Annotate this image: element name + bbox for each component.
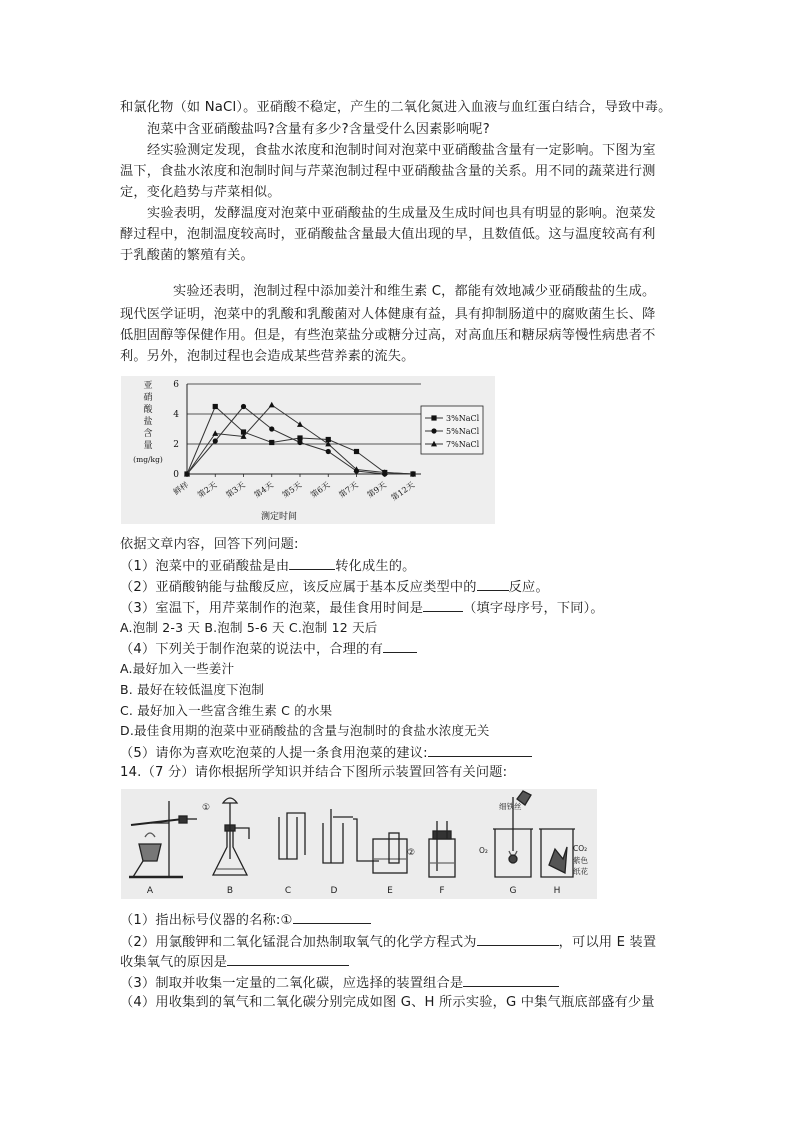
question-text: （填字母序号，下同）。 <box>463 601 604 616</box>
annotation-iron-wire: 细铁丝 <box>499 802 522 811</box>
question-text: （2）亚硝酸钠能与盐酸反应，该反应属于基本反应类型中的 <box>120 580 477 595</box>
q14-part-3 <box>120 973 559 993</box>
apparatus-label: C <box>284 886 292 896</box>
annotation-o2: O₂ <box>479 846 488 855</box>
chart-legend <box>421 406 483 454</box>
answer-blank[interactable] <box>227 952 349 966</box>
data-point <box>269 440 274 445</box>
answer-blank[interactable] <box>293 910 371 924</box>
paragraph-line: 低胆固醇等保健作用。但是，有些泡菜盐分或糖分过高，对高血压和糖尿病等慢性病患者不 <box>120 328 656 343</box>
nitrite-line-chart <box>121 376 495 524</box>
apparatus-label: A <box>146 886 154 896</box>
data-point <box>354 449 359 454</box>
legend-marker <box>431 415 436 420</box>
annotation-co2: CO₂ <box>573 844 588 853</box>
data-point <box>241 404 246 409</box>
paragraph-line: 经实验测定发现，食盐水浓度和泡制时间对泡菜中亚硝酸盐含量有一定影响。下图为室 <box>147 143 656 158</box>
question-3 <box>120 598 604 618</box>
paragraph-line: 和氯化物（如 NaCl）。亚硝酸不稳定，产生的二氧化氮进入血液与血红蛋白结合，导致中毒。 <box>120 100 672 115</box>
ylabel-char: 量 <box>143 441 153 451</box>
annotation-2: ② <box>407 848 416 858</box>
data-point <box>269 402 275 408</box>
annotation-1: ① <box>202 803 211 813</box>
ylabel-char: 含 <box>143 429 153 439</box>
x-tick-label: 第7天 <box>337 480 360 500</box>
apparatus-a <box>129 801 197 877</box>
paragraph-line: 酵过程中，泡制温度较高时，亚硝酸盐含量最大值出现的早，且数值低。这与温度较高有利 <box>120 227 656 242</box>
apparatus-b <box>213 798 249 875</box>
q14-part-2 <box>120 932 656 952</box>
x-tick-label: 第2天 <box>195 480 219 500</box>
x-tick-label: 第9天 <box>365 480 388 500</box>
annotation-paper-2: 纸花 <box>573 867 588 876</box>
apparatus-label: G <box>509 886 517 896</box>
question-text: （1）泡菜中的亚硝酸盐是由 <box>120 559 290 574</box>
ylabel-unit: (mg/kg) <box>133 455 163 464</box>
chart-grid <box>187 384 421 474</box>
ylabel-char: 硝 <box>143 393 153 403</box>
q14-part-2b <box>120 952 349 972</box>
question-text: 收集氧气的原因是 <box>120 955 228 970</box>
x-tick-label: 第6天 <box>308 480 332 500</box>
data-point <box>269 426 274 431</box>
x-tick-label: 第3天 <box>224 480 247 500</box>
paragraph-line: 于乳酸菌的繁殖有关。 <box>120 248 254 263</box>
question-text: ，可以用 E 装置 <box>558 935 657 950</box>
answer-blank[interactable] <box>423 598 463 612</box>
option-b: B. 最好在较低温度下泡制 <box>120 682 265 697</box>
question-14-title: 14.（7 分）请你根据所学知识并结合下图所示装置回答有关问题: <box>120 765 508 780</box>
answer-blank[interactable] <box>383 639 417 653</box>
data-point <box>213 404 218 409</box>
apparatus-label: E <box>387 886 393 896</box>
paragraph-line: 温下，食盐水浓度和泡制时间与芹菜泡制过程中亚硝酸盐含量的关系。用不同的蔬菜进行测 <box>120 164 656 179</box>
y-tick-label: 0 <box>173 470 179 480</box>
question-text: （5）请你为喜欢吃泡菜的人提一条食用泡菜的建议: <box>120 746 428 761</box>
answer-blank[interactable] <box>463 973 559 987</box>
apparatus-label: H <box>553 886 561 896</box>
question-text: （4）下列关于制作泡菜的说法中，合理的有 <box>120 642 383 657</box>
q14-part-1 <box>120 910 371 930</box>
question-1 <box>120 556 416 576</box>
question-intro: 依据文章内容，回答下列问题: <box>120 537 299 552</box>
lab-apparatus-figure <box>121 789 597 899</box>
chart-ylabel <box>133 380 163 464</box>
apparatus-label: F <box>439 886 445 896</box>
question-text: 反应。 <box>508 580 549 595</box>
data-point <box>212 430 218 436</box>
question-text: 转化成生的。 <box>335 559 416 574</box>
legend-label: 5%NaCl <box>446 427 480 436</box>
option-c: C. 最好加入一些富含维生素 C 的水果 <box>120 703 333 718</box>
apparatus-f <box>429 821 455 877</box>
answer-blank[interactable] <box>428 743 532 757</box>
paragraph-line: 实验还表明，泡制过程中添加姜汁和维生素 C，都能有效地减少亚硝酸盐的生成。 <box>173 284 656 299</box>
apparatus-e <box>353 819 407 873</box>
series-circle <box>184 404 415 477</box>
x-tick-label: 第4天 <box>252 480 275 500</box>
data-point <box>213 438 218 443</box>
data-point <box>297 421 303 427</box>
question-5 <box>120 743 532 763</box>
question-3-options: A.泡制 2-3 天 B.泡制 5-6 天 C.泡制 12 天后 <box>120 620 378 635</box>
data-point <box>297 435 302 440</box>
ylabel-char: 亚 <box>143 381 153 391</box>
paragraph-line: 泡菜中含亚硝酸盐吗?含量有多少?含量受什么因素影响呢? <box>147 122 490 137</box>
paragraph-line: 定，变化趋势与芹菜相似。 <box>120 185 281 200</box>
option-a: A.最好加入一些姜汁 <box>120 661 235 676</box>
question-text: （3）制取并收集一定量的二氧化碳，应选择的装置组合是 <box>120 976 464 991</box>
x-tick-label: 第12天 <box>389 480 417 503</box>
apparatus-label: D <box>330 886 338 896</box>
data-point <box>297 440 302 445</box>
option-d: D.最佳食用期的泡菜中亚硝酸盐的含量与泡制时的食盐水浓度无关 <box>120 723 490 738</box>
paragraph-line: 利。另外，泡制过程也会造成某些营养素的流失。 <box>120 349 415 364</box>
legend-label: 3%NaCl <box>446 414 480 423</box>
apparatus-c <box>279 813 305 859</box>
apparatus-label: B <box>226 886 234 896</box>
data-point <box>326 449 331 454</box>
question-2 <box>120 577 549 597</box>
question-4 <box>120 639 417 659</box>
answer-blank[interactable] <box>477 577 509 591</box>
annotation-paper-1: 紫色 <box>573 856 588 865</box>
apparatus-h <box>539 829 575 877</box>
paragraph-line: 现代医学证明，泡菜中的乳酸和乳酸菌对人体健康有益，具有抑制肠道中的腐败菌生长、降 <box>120 307 656 322</box>
q14-part-4: （4）用收集到的氧气和二氧化碳分别完成如图 G、H 所示实验，G 中集气瓶底部盛有少量 <box>120 995 655 1010</box>
apparatus-d <box>323 809 353 863</box>
y-tick-label: 4 <box>173 410 179 420</box>
legend-label: 7%NaCl <box>446 440 480 449</box>
y-tick-label: 6 <box>173 380 179 390</box>
y-tick-label: 2 <box>173 440 179 450</box>
question-text: （1）指出标号仪器的名称: <box>120 913 281 928</box>
x-tick-label: 鲜样 <box>171 480 191 497</box>
question-text: （2）用氯酸钾和二氧化锰混合加热制取氧气的化学方程式为 <box>120 935 477 950</box>
answer-blank[interactable] <box>477 932 559 946</box>
legend-marker <box>431 428 436 433</box>
ylabel-char: 盐 <box>143 417 153 427</box>
chart-xlabel: 测定时间 <box>260 512 298 522</box>
ylabel-char: 酸 <box>143 405 153 415</box>
paragraph-line: 实验表明，发酵温度对泡菜中亚硝酸盐的生成量及生成时间也具有明显的影响。泡菜发 <box>147 206 656 221</box>
marker-1: ① <box>280 913 293 928</box>
x-tick-label: 第5天 <box>280 480 304 500</box>
answer-blank[interactable] <box>289 556 335 570</box>
question-text: （3）室温下，用芹菜制作的泡菜，最佳食用时间是 <box>120 601 424 616</box>
